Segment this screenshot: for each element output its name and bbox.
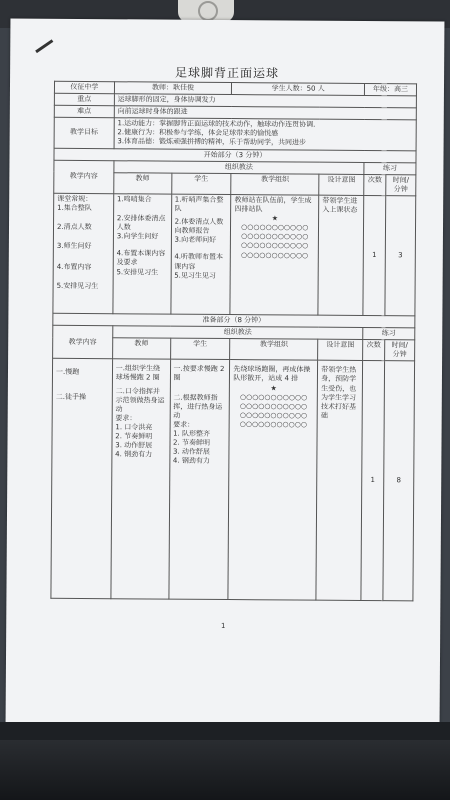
student-line: 1. 队形整齐 <box>173 429 211 438</box>
student-line: 4. 钢劲有力 <box>172 456 210 466</box>
teacher-line: 2.安排体委清点人数 <box>116 214 166 232</box>
teacher-line: 5.安排见习生 <box>116 267 159 277</box>
goals-row <box>54 118 416 151</box>
section2-col-org: 教学组织 <box>230 339 318 361</box>
teacher-line: 二.口令指挥并示范领做热身运动 <box>115 386 165 413</box>
section1-organization <box>230 194 319 315</box>
student-line: 3.向老师问好 <box>174 235 217 245</box>
content-line: 二.徒手操 <box>55 393 87 402</box>
lesson-title: 足球脚背正面运球 <box>175 65 280 81</box>
section2-col-student: 学生 <box>170 338 230 360</box>
lesson-plan-table <box>50 81 417 602</box>
content-line: 课堂常规： <box>57 194 93 204</box>
section2-header: 准备部分（8 分钟） <box>53 313 415 328</box>
student-formation-row: ○○○○○○○○○○○ <box>241 241 309 250</box>
difficulty-label: 难点 <box>54 105 114 118</box>
section2-col-design: 设计意图 <box>318 339 363 361</box>
content-line: 4.布置内容 <box>56 263 92 272</box>
section1-col-org: 教学组织 <box>231 173 319 195</box>
section1-body-row <box>53 193 416 316</box>
section1-minutes: 3 <box>385 196 416 316</box>
section1-col-time: 时间/分钟 <box>386 174 416 195</box>
design-text: 带领学生热身，预防学生受伤，也为学生学习技术打好基础 <box>320 365 357 420</box>
section2-times: 1 <box>361 361 385 601</box>
teacher-star-icon: ★ <box>270 383 277 392</box>
section2-practice: 练习 <box>363 327 415 339</box>
section2-org-method: 组织教法 <box>113 326 363 340</box>
student-line: 4.听教师布置本课内容 <box>174 253 224 271</box>
section2-teacher <box>111 359 170 599</box>
student-formation-row: ○○○○○○○○○○○ <box>239 401 308 411</box>
teacher-line: 要求： <box>115 414 137 423</box>
content-line: 3.师生问好 <box>56 242 92 251</box>
org-text: 教师站在队伍前，学生成四排站队 <box>234 195 312 214</box>
goals-list <box>114 118 416 150</box>
section2-col-times: 次数 <box>363 340 385 361</box>
student-line: 二.根据教师指挥，进行热身运动 <box>173 393 223 420</box>
teacher-line: 3. 动作舒展 <box>115 441 153 450</box>
section1-practice: 练习 <box>364 162 416 174</box>
teacher-cell: 教师：耿佳俊 <box>114 82 232 95</box>
section1-col-teacher: 教师 <box>114 172 172 194</box>
clip-ring <box>198 1 218 21</box>
student-formation-row: ○○○○○○○○○○○ <box>241 223 309 232</box>
section2-design <box>316 360 363 600</box>
section2-organization <box>228 360 318 601</box>
goal-item: 2.健康行为：积极参与学练，体会足球带来的愉悦感 <box>117 128 279 138</box>
teacher-line: 4. 钢劲有力 <box>115 450 153 459</box>
section1-design: 带领学生进入上课状态 <box>318 195 364 315</box>
section1-col-times: 次数 <box>364 174 386 195</box>
pen-mark <box>35 39 53 53</box>
section2-student <box>168 359 229 599</box>
section2-body-row <box>51 359 415 602</box>
section2-col-time: 时间/分钟 <box>385 340 415 361</box>
student-line: 要求： <box>173 420 195 429</box>
student-line: 2. 节奏鲜明 <box>173 438 210 447</box>
content-line: 1.集合整队 <box>57 203 92 213</box>
goals-label: 教学目标 <box>54 118 114 149</box>
section1-student <box>170 194 231 314</box>
teacher-line: 一.组织学生绕球场慢跑 2 圈 <box>115 364 161 382</box>
students-cell: 学生人数：50 人 <box>232 83 365 96</box>
goal-item: 3.体育品德：锻炼顽强拼搏的精神，乐于帮助同学，共同进步 <box>117 137 307 148</box>
teacher-line: 4.布置本课内容及要求 <box>116 249 166 267</box>
difficulty-text: 向前运球时身体的跟进 <box>114 106 416 120</box>
section1-header: 开始部分（3 分钟） <box>54 148 416 163</box>
table-surface <box>0 722 450 800</box>
section1-col-student: 学生 <box>171 173 231 195</box>
teacher-line: 2. 节奏鲜明 <box>115 432 153 441</box>
student-formation-row: ○○○○○○○○○○○ <box>239 410 308 420</box>
teacher-line: 1. 口令洪亮 <box>115 423 153 432</box>
content-line: 一.慢跑 <box>55 368 80 377</box>
teacher-star-icon: ★ <box>271 214 279 223</box>
page-number: 1 <box>220 621 226 631</box>
section2-content <box>51 359 112 599</box>
student-formation-row: ○○○○○○○○○○○ <box>240 250 309 260</box>
student-line: 5.见习生见习 <box>174 271 216 280</box>
student-line: 1.听哨声集合整队 <box>174 195 224 213</box>
student-formation-row: ○○○○○○○○○○○ <box>241 232 309 241</box>
content-line: 5.安排见习生 <box>56 282 99 291</box>
key-points-label: 重点 <box>54 93 114 106</box>
section2-col-content: 教学内容 <box>53 325 113 359</box>
section1-teacher <box>113 194 172 314</box>
student-line: 一.按要求慢跑 2 圈 <box>173 364 225 383</box>
surface-band <box>0 740 450 800</box>
student-formation-row: ○○○○○○○○○○○ <box>239 392 308 402</box>
key-points-text: 运球脚形的固定，身体协调发力 <box>114 94 416 108</box>
goal-item: 1.运动能力：掌握脚背正面运球的技术动作，触球动作连贯协调． <box>117 119 321 129</box>
section2-col-teacher: 教师 <box>112 338 170 360</box>
student-formation-row: ○○○○○○○○○○○ <box>239 419 308 429</box>
school-cell: 仪征中学 <box>54 81 114 94</box>
teacher-line: 1.鸣哨集合 <box>116 195 152 204</box>
section1-content <box>53 193 114 313</box>
teacher-line: 3.向学生问好 <box>116 232 159 241</box>
org-text: 先绕球场跑圈，再成体操队形散开，站成 4 排 <box>233 365 311 383</box>
section1-org-method: 组织教法 <box>114 160 364 174</box>
section1-col-design: 设计意图 <box>319 174 364 196</box>
student-line: 3. 动作舒展 <box>172 447 210 456</box>
student-line: 2.体委清点人数向教师报告 <box>174 217 224 236</box>
binder-clip <box>178 0 234 22</box>
section1-col-content: 教学内容 <box>54 160 114 194</box>
section2-minutes: 8 <box>383 361 415 601</box>
section1-times: 1 <box>363 195 386 315</box>
document-page <box>6 18 445 726</box>
grade-cell: 年级：高三 <box>365 83 417 95</box>
content-line: 2.清点人数 <box>56 222 92 232</box>
